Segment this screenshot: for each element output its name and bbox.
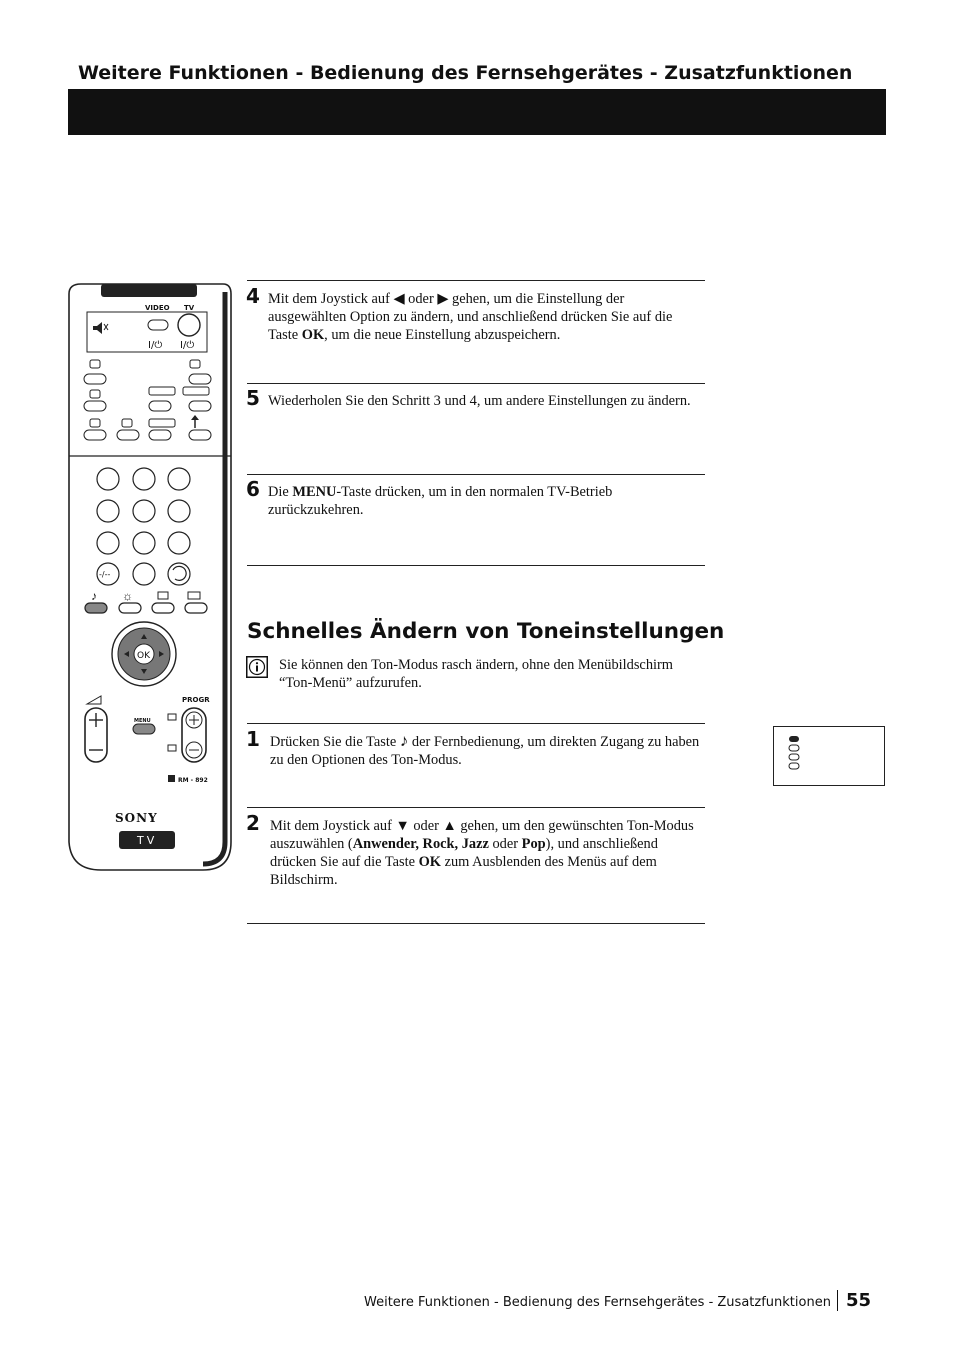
page-footer — [364, 1290, 871, 1311]
step-1-text: Drücken Sie die Taste ♪ der Fernbedienung, um direkten Zugang zu haben zu den Optionen des Ton-Modus. — [270, 731, 700, 768]
step-divider — [247, 723, 705, 724]
picture-icon: ☼ — [122, 589, 133, 603]
footer-text: Weitere Funktionen - Bedienung des Fernsehgerätes - Zusatzfunktionen — [364, 1295, 831, 1310]
sound-mode-indicator-icon — [774, 727, 804, 783]
info-text: Sie können den Ton-Modus rasch ändern, ohne den Menübildschirm “Ton-Menü” aufzurufen. — [279, 657, 673, 691]
step-6-text: Die MENU-Taste drücken, um in den normalen TV-Betrieb zurückzukehren. — [268, 484, 613, 518]
section-title: Schnelles Ändern von Toneinstellungen — [247, 619, 725, 644]
sound-icon: ♪ — [91, 589, 97, 603]
step-number: 5 — [246, 386, 260, 410]
tv-label: TV — [184, 304, 195, 312]
sound-mode-button — [85, 603, 107, 613]
page-header-title: Weitere Funktionen - Bedienung des Fernsehgerätes - Zusatzfunktionen — [78, 62, 853, 84]
sound-note-icon: ♪ — [399, 731, 409, 750]
step-4-text: Mit dem Joystick auf ◀ oder ▶ gehen, um die Einstellung der ausgewählten Option zu ändern, und anschließend drücken Sie auf die Taste OK, um die neue Einstellung abzuspeichern. — [268, 291, 673, 343]
step-number: 2 — [246, 811, 260, 835]
section-divider — [247, 565, 705, 566]
brand-label: SONY — [115, 811, 158, 825]
step-number: 6 — [246, 477, 260, 501]
model-label: RM - 892 — [178, 777, 208, 784]
step-2-text: Mit dem Joystick auf ▼ oder ▲ gehen, um den gewünschten Ton-Modus auszuwählen (Anwender, Rock, Jazz oder Pop), und anschließend drücken Sie auf die Taste OK zum Ausblenden des Menüs auf dem Bildschirm. — [270, 818, 694, 888]
menu-label: MENU — [134, 718, 151, 724]
svg-text:I/⏻: I/⏻ — [180, 340, 195, 351]
ok-label: OK — [137, 651, 150, 661]
page-number: 55 — [837, 1290, 871, 1311]
tv-screen-panel — [773, 726, 885, 786]
step-divider — [247, 807, 705, 808]
progr-label: PROGR — [182, 696, 210, 704]
video-label: VIDEO — [145, 304, 170, 312]
svg-text:I/⏻: I/⏻ — [148, 340, 163, 351]
step-divider — [247, 923, 705, 924]
step-divider — [247, 280, 705, 281]
dash-button-label: -/-- — [99, 570, 111, 579]
step-5-text: Wiederholen Sie den Schritt 3 und 4, um andere Einstellungen zu ändern. — [268, 393, 691, 409]
menu-button — [133, 724, 155, 734]
video-power-button — [148, 320, 168, 330]
step-number: 1 — [246, 727, 260, 751]
step-divider — [247, 474, 705, 475]
tv-power-button — [178, 314, 200, 336]
tv-badge: TV — [137, 834, 158, 847]
step-divider — [247, 383, 705, 384]
info-icon — [246, 656, 268, 678]
remote-control-illustration — [67, 282, 237, 874]
step-number: 4 — [246, 284, 260, 308]
header-bar — [68, 89, 886, 135]
